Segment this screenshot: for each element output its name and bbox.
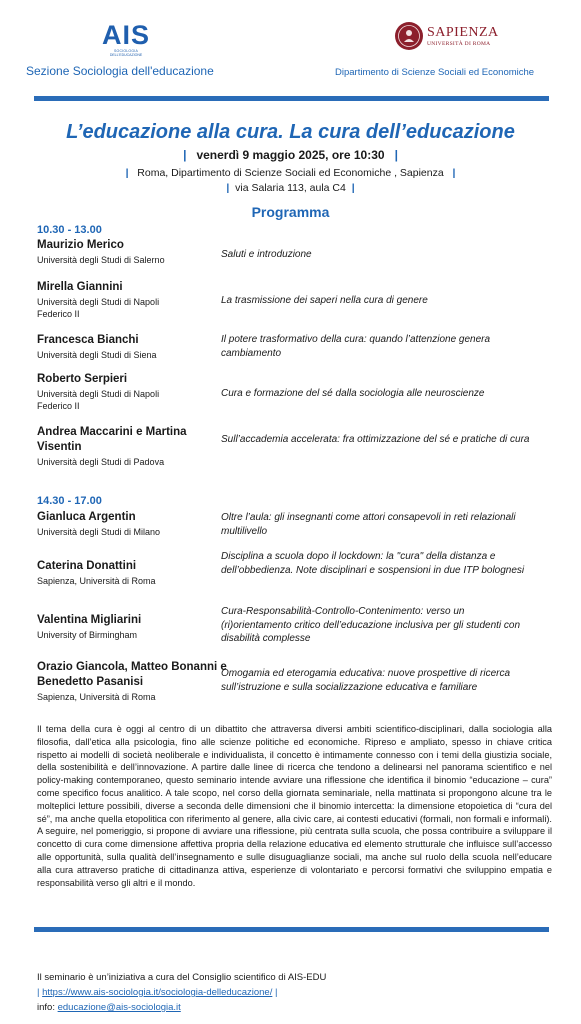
pipe: | [125,167,129,179]
footer-info-line [37,1002,181,1013]
talk-title: Saluti e introduzione [221,249,312,260]
event-address: via Salaria 113, aula C4 [235,182,346,194]
pipe: | [452,167,456,179]
footer-note: Il seminario è un’iniziativa a cura del Consiglio scientifico di AIS-EDU [37,972,327,983]
speaker-name: Maurizio Merico [37,239,124,251]
speaker-entry [37,333,207,361]
speaker-affiliation: Sapienza, Università di Roma [37,576,156,586]
pipe: | [183,148,187,162]
event-date-line [0,148,581,162]
speaker-name: Orazio Giancola, Matteo Bonanni e Benedetto Pasanisi [37,661,227,688]
description-paragraph: Il tema della cura è oggi al centro di un dibattito che attraversa diversi ambiti scientifico-disciplinari, dalla sociologia alla filosofia, dall’etica alla psicologia, fino alle scienze politiche ed economiche. Ripreso e ampliato, spesso in chiave critica rispetto ai modelli di società neoliberale e individualista, il concetto è intimamente connesso con i temi della giustizia sociale, della sostenibilità e dell’innovazione. A partire dalle linee di ricerca che tendono a delinearsi nel panorama scientifico e nel policy-making contemporaneo, questo seminario intende avviare una riflessione che identifica il binomio “educazione – cura” come specifico focus analitico. A tale scopo, nel corso della giornata seminariale, nella mattinata si propongono alcune tra le molteplici letture possibili, diverse a seconda delle dimensioni che il binomio intercetta: la dimensione etopoietica di “cura del sé”, ma anche quella etopolitica con riferimento al genere, alla civic care, ai contesti educativi (formali, non formali e informali). A seguire, nel pomeriggio, si propone di avviare una riflessione, più centrata sulla scuola, che possa contribuire a sviluppare il concetto di cura come dimensione affettiva propria della relazione educativa ed elemento strutturale che influisce sull’accesso alle opportunità, sulla qualità dell’insegnamento e sulle disuguaglianze sociali, ma anche sul ruolo della scuola nell’educare alla cura attraverso pratiche di cittadinanza attiva, esperienze di volontariato e percorsi formativi che sviluppino empatia e responsabilità verso gli altri e il mondo. [37,724,552,888]
speaker-entry [37,660,227,703]
event-venue-line2 [0,182,581,194]
speaker-entry [37,613,207,641]
talk-title: Disciplina a scuola dopo il lockdown: la "cura" della distanza e dell’obbedienza. Note disciplinari e sospensioni in due ITP bolognesi [221,551,525,576]
session2-time: 14.30 - 17.00 [37,495,102,507]
speaker-name: Andrea Maccarini e Martina Visentin [37,426,187,453]
speaker-affiliation: Università degli Studi di Napoli Federico II [37,297,160,319]
speaker-name: Caterina Donattini [37,560,137,572]
website-link[interactable]: https://www.ais-sociologia.it/sociologia-delleducazione/ [42,987,273,998]
ais-logo [96,22,156,57]
pipe: | [274,987,278,998]
speaker-name: Francesca Bianchi [37,334,139,346]
talk-title: La trasmissione dei saperi nella cura di genere [221,295,428,306]
sapienza-seal-icon [394,21,424,51]
talk-title: Cura-Responsabilità-Controllo-Contenimento: verso un (ri)orientamento critico dell’educazione inclusiva per gli studenti con disabilità complesse [221,606,521,644]
pipe: | [394,148,398,162]
pipe: | [351,182,355,194]
speaker-affiliation: Università degli Studi di Padova [37,457,165,467]
speaker-affiliation: Università degli Studi di Salerno [37,255,165,265]
talk-title: Sull’accademia accelerata: fra ottimizzazione del sé e pratiche di cura [221,434,530,445]
speaker-name: Mirella Giannini [37,281,123,293]
speaker-affiliation: Università degli Studi di Siena [37,350,157,360]
talk-title: Omogamia ed eterogamia educativa: nuove prospettive di ricerca sull’istruzione e sulla socializzazione educativa e familiare [221,668,511,693]
ais-logo-text: AIS [101,20,150,50]
sapienza-sub: UNIVERSITÀ DI ROMA [427,41,491,47]
pipe: | [226,182,230,194]
programma-heading: Programma [251,204,330,220]
event-venue: Roma, Dipartimento di Scienze Sociali ed Economiche , Sapienza [137,167,444,179]
event-title: L’educazione alla cura. La cura dell’educazione [66,121,515,143]
talk-title: Oltre l’aula: gli insegnanti come attori consapevoli in reti relazionali multilivello [221,512,516,537]
session1-time: 10.30 - 13.00 [37,224,102,236]
event-venue-line1 [0,167,581,179]
divider-top [34,96,549,101]
section-name: Sezione Sociologia dell'educazione [26,64,214,78]
speaker-entry [37,372,207,412]
speaker-affiliation: University of Birmingham [37,630,138,640]
speaker-name: Valentina Migliarini [37,614,142,626]
speaker-entry [37,510,207,538]
divider-bottom [34,927,549,932]
info-label: info: [37,1002,58,1013]
ais-logo-sub2: DELL'EDUCAZIONE [109,53,143,57]
ais-logo-sub1: SOCIOLOGIA [114,49,138,53]
sapienza-name: SAPIENZA [427,25,499,40]
speaker-affiliation: Università degli Studi di Napoli Federico II [37,389,160,411]
speaker-entry [37,238,207,266]
speaker-entry [37,280,207,320]
footer-link-line [37,987,277,998]
event-date: venerdì 9 maggio 2025, ore 10:30 [196,148,385,162]
email-link[interactable]: educazione@ais-sociologia.it [57,1002,181,1013]
pipe: | [37,987,40,998]
speaker-affiliation: Sapienza, Università di Roma [37,692,156,702]
talk-title: Il potere trasformativo della cura: quando l’attenzione genera cambiamento [221,334,491,359]
department-name: Dipartimento di Scienze Sociali ed Economiche [335,67,535,78]
speaker-name: Roberto Serpieri [37,373,128,385]
speaker-entry [37,559,207,587]
speaker-affiliation: Università degli Studi di Milano [37,527,161,537]
talk-title: Cura e formazione del sé dalla sociologia alle neuroscienze [221,388,485,399]
speaker-entry [37,425,207,468]
speaker-name: Gianluca Argentin [37,511,136,523]
